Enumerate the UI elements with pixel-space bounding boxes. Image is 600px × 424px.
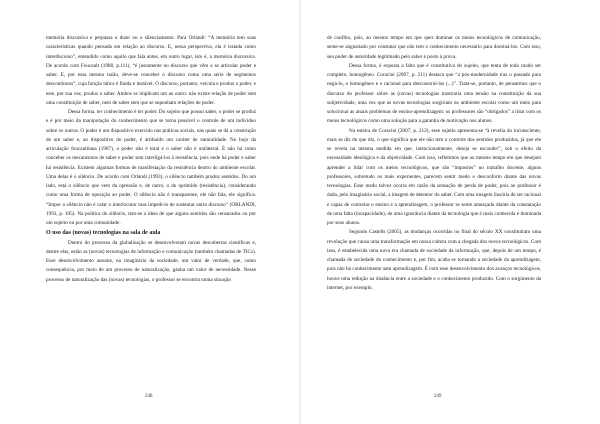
section-heading: O uso das (novas) tecnologias na sala de aula: [46, 230, 161, 237]
left-page: [0, 0, 299, 424]
page-number: 249: [434, 394, 442, 399]
paragraph: memória discursiva e perpassa o dizer ou o silenciamento. Para Orlandi: “A memória tem suas características quando pensada em relação ao discurso. E, nessa perspectiva, ela é tratada como interdiscurso”, entendido como aquilo que fala antes, em outro lugar, isto é, a memória discursiva. De acordo com Foucault (1988, p.111), “é justamente no discurso que vêm a se articular poder e saber. E, por essa mesma razão, deve-se conceber o discurso como uma série de segmentos descontínuos”, cuja função tática é fluida e instável. O discurso, portanto, veicula e produz o poder, e este, por sua vez, produz o saber. Ambos se implicam um ao outro: não existe relação de poder sem uma constituição de saber, nem de saber sem que se suponham relações de poder.: [46, 35, 256, 106]
left-text-column: [46, 34, 256, 285]
paragraph: Dessa forma, ter conhecimento é ter poder. Do sujeito que possui saber, o poder se produz e é por meio da manipulação do conhecimento que se torna possível o controle de um indivíduo sobre os outros. O poder é um dispositivo exercido nas práticas sociais, nas quais se dá a construção de um saber e, ao dispositivo do poder, é atribuído um caráter de naturalidade. No bojo da articulação foucaultiana (1987), o poder não é total e o saber não é unilateral. É não há como conceber os mecanismos de saber e poder sem interligá-los à resistência, pois onde há poder e saber há resistência. Existem algumas formas de manifestação da resistência dentro do ambiente escolar. Uma delas é o silêncio. De acordo com Orlandi (1993), o silêncio também produz sentidos. Do um lado, está o silêncio que vem da opressão e, de outro, o do oprimido (resistência), considerando como uma forma de oposição ao poder. O silêncio não é transparente, ele não fala, ele significa. “Impor o silêncio não é calar o interlocutor mas impedi-lo de sustentar outro discurso” (ORLANDI, 1993, p. 105). Na política do silêncio, tem-se a ideia de que alguns sentidos são censurados ou por um sujeito ou por uma comunidade.: [46, 109, 256, 226]
paragraph: Na esteira de Coracini (2007, p. 212), esse sujeito apresenta-se “à revelia do inconsciente, mais se diz do que diz, o que significa que ele não tem o controle dos sentidos produzidos, já que ele se revela na mesma medida em que, intencionalmente, deseja se esconder”, sob o efeito da necessidade ideológica e da objetividade. Com isso, refletimos que ao mesmo tempo em que desejam aprender a lidar com os meios tecnológicos, que são “impostos” no trabalho docente, alguns professores, sobretudo os mais experientes, parecem sentir medo e desconforto diante das novas tecnologias. Esse medo talvez ocorra em razão da sensação de perda de poder, pois ao professor é dada, pelo imaginário social, a imagem de detentor do saber. Com uma imagem ilusória de ser racional e capaz de controlar o ensino e a aprendizagem, o professor se sente ameaçado diante da constatação de uma falta (incapacidade), de uma ignorância diante da tecnologia que é mais conhecida e dominada por seus alunos.: [327, 127, 541, 226]
right-text-column: [327, 34, 541, 293]
right-page: [301, 0, 600, 424]
paragraph: Dentro do processo da globalização se desenvolveram novas descobertas científicas e, dentre elas, estão as (novas) tecnologias de informação e comunicação (também chamadas de TICs). Esse desenvolvimento assume, no imaginário da sociedade, um valor de verdade, que, como consequência, por meio de um processo de naturalização, ganha um valor de necessidade. Nesse processo de naturalização das (novas) tecnologias, o professor se encontra numa situação: [46, 239, 256, 283]
paragraph: Dessa forma, é exposta a falta que é constitutiva do sujeito, que tenta de todo modo ser completo, homogêneo. Coracini (2007, p. 211) destaca que “a pós-modernidade traz o passado para negá-lo, o homogêneo e o racional para desconstruí-los (...)”. Trata-se, portanto, de pensarmos que o discurso do professor sobre as (novas) tecnologias mostraria uma tensão na constituição da sua subjetividade, uma vez que as novas tecnologias surgiriam no ambiente escolar como um meio para solucionar as atuais problemas de ensino-aprendizagem: os professores são “obrigados” a lidar com os meios tecnológicos como uma solução para a garantia de motivação nos alunos.: [327, 62, 541, 125]
paragraph: de conflito, pois, ao mesmo tempo em que quer dominar os meios tecnológicos de comunicação, sente-se angustiado por constatar que não tem o conhecimento necessário para dominá-los. Com isso, seu poder de autoridade legitimado pelo saber é posto à prova.: [327, 35, 541, 60]
paragraph: Segundo Castells (2005), as mudanças ocorridas no final do século XX constituíram uma revolução que causa uma transformação em nossa cultura com a chegada dos novos tecnológicos. Com isso, é estabelecida uma nova era chamada de sociedade da informação, que, depois de um tempo, é chamada de sociedade do conhecimento e, por fim, acaba se tornando a sociedade da aprendizagem, pois não há conhecimento sem aprendizagem. É com esse desenvolvimento dos avanços tecnológicos, houve uma redução na distância entre a sociedade e o conhecimento produzido. Com o surgimento da internet, por exemplo,: [327, 229, 541, 291]
page-number: 248: [145, 394, 153, 399]
